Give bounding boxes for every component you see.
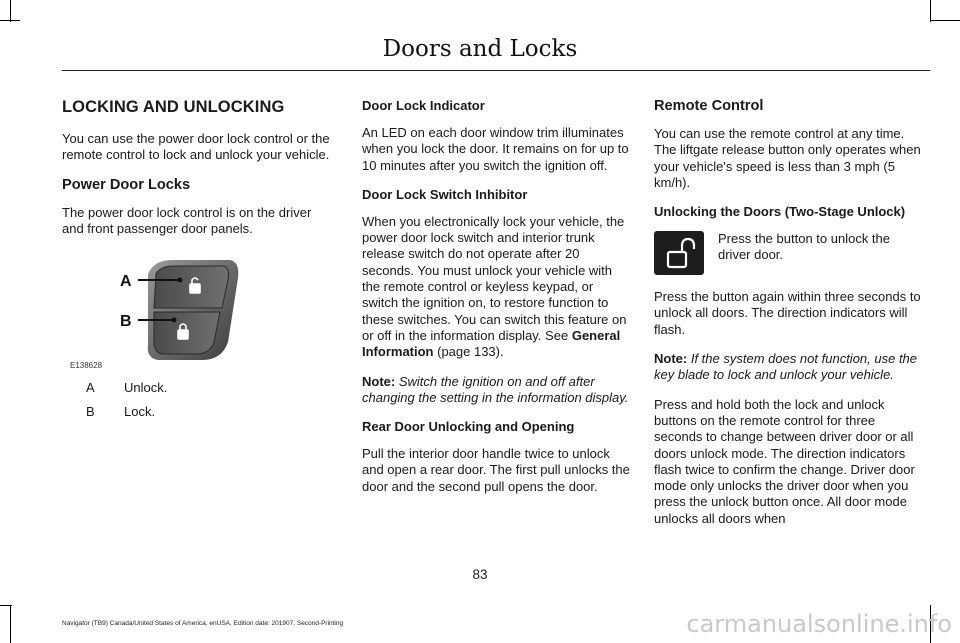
- note-label: Note:: [362, 373, 396, 389]
- door-lock-switch-illustration: [62, 250, 332, 370]
- figure-label-a: A: [120, 273, 132, 291]
- note-paragraph: [654, 351, 924, 384]
- figure-label-b: B: [120, 313, 132, 331]
- crop-mark: [930, 0, 931, 22]
- power-door-locks-paragraph: The power door lock control is on the driver and front passenger door panels.: [62, 204, 312, 236]
- unlock-icon: [654, 231, 704, 275]
- header-rule: [62, 70, 930, 71]
- page-header-title: Doors and Locks: [382, 36, 578, 62]
- remote-control-paragraph: You can use the remote control at any time. The liftgate release button only operates when your vehicle's speed is less than 3 mph (5 km/h).: [654, 126, 921, 190]
- note-text: If the system does not function, use the key blade to lock and unlock your vehicle.: [654, 351, 918, 383]
- legend-text: Unlock.: [124, 380, 168, 396]
- intro-paragraph: You can use the power door lock control or the remote control to lock and unlock your vehicle.: [62, 131, 330, 163]
- column-3: [654, 98, 924, 540]
- legend-row: [62, 380, 332, 396]
- crop-mark: [930, 20, 960, 21]
- heading-remote-control: Remote Control: [654, 98, 764, 114]
- legend-row: [62, 404, 332, 420]
- note-label: Note:: [654, 351, 688, 367]
- inhibitor-text: When you electronically lock your vehicle, the power door lock switch and interior trunk release switch do not operate after 20 seconds. You must unlock your vehicle with the remote control or keyless keypad, or switch the ignition on, to restore function to these switches. You can switch this feature on or off in the information display. See: [362, 213, 627, 343]
- door-lock-indicator-paragraph: An LED on each door window trim illuminates when you lock the door. It remains on for up to 10 minutes after you switch the ignition off.: [362, 125, 629, 173]
- note-text: Switch the ignition on and off after changing the setting in the information display.: [362, 373, 629, 405]
- figure-code: E138628: [70, 361, 103, 371]
- unlock-icon-row: [654, 231, 924, 277]
- legend-key: A: [86, 380, 95, 396]
- heading-two-stage-unlock: Unlocking the Doors (Two-Stage Unlock): [654, 204, 906, 220]
- crop-mark: [10, 605, 11, 643]
- note-paragraph: [362, 374, 632, 407]
- footer-text: Navigator (TB9) Canada/United States of America, enUSA, Edition date: 201907, Second-Printing: [62, 620, 344, 627]
- column-2: [362, 98, 632, 508]
- rear-door-paragraph: Pull the interior door handle twice to unlock and open a rear door. The first pull unlocks the door and the second pull opens the door.: [362, 446, 630, 494]
- press-again-paragraph: Press the button again within three seconds to unlock all doors. The direction indicators will flash.: [654, 289, 921, 337]
- subheading-power-door-locks: Power Door Locks: [62, 176, 191, 193]
- legend-text: Lock.: [124, 404, 156, 420]
- crop-mark: [0, 20, 20, 21]
- watermark: carmanualsonline.info: [686, 610, 952, 638]
- xref-page: (page 133).: [433, 344, 504, 360]
- inhibitor-paragraph: [362, 214, 632, 361]
- crop-mark: [10, 0, 11, 22]
- heading-door-lock-indicator: Door Lock Indicator: [362, 98, 485, 113]
- general-information-link[interactable]: General Information: [362, 327, 621, 360]
- page-number: 83: [472, 567, 488, 582]
- door-lock-switch-figure: [62, 250, 332, 370]
- heading-rear-door-unlocking: Rear Door Unlocking and Opening: [362, 419, 575, 435]
- unlock-driver-door-text: Press the button to unlock the driver door.: [718, 231, 890, 263]
- column-1: [62, 98, 332, 428]
- crop-mark: [0, 605, 12, 606]
- legend-key: B: [86, 404, 95, 420]
- section-heading: LOCKING AND UNLOCKING: [62, 98, 285, 116]
- press-and-hold-paragraph: Press and hold both the lock and unlock buttons on the remote control for three seconds to change between driver door or all doors unlock mode. The direction indicators flash twice to confirm the change. Driver door mode only unlocks the driver door when you press the unlock button once. All door mode unlocks all doors when: [654, 396, 915, 526]
- heading-door-lock-switch-inhibitor: Door Lock Switch Inhibitor: [362, 186, 528, 202]
